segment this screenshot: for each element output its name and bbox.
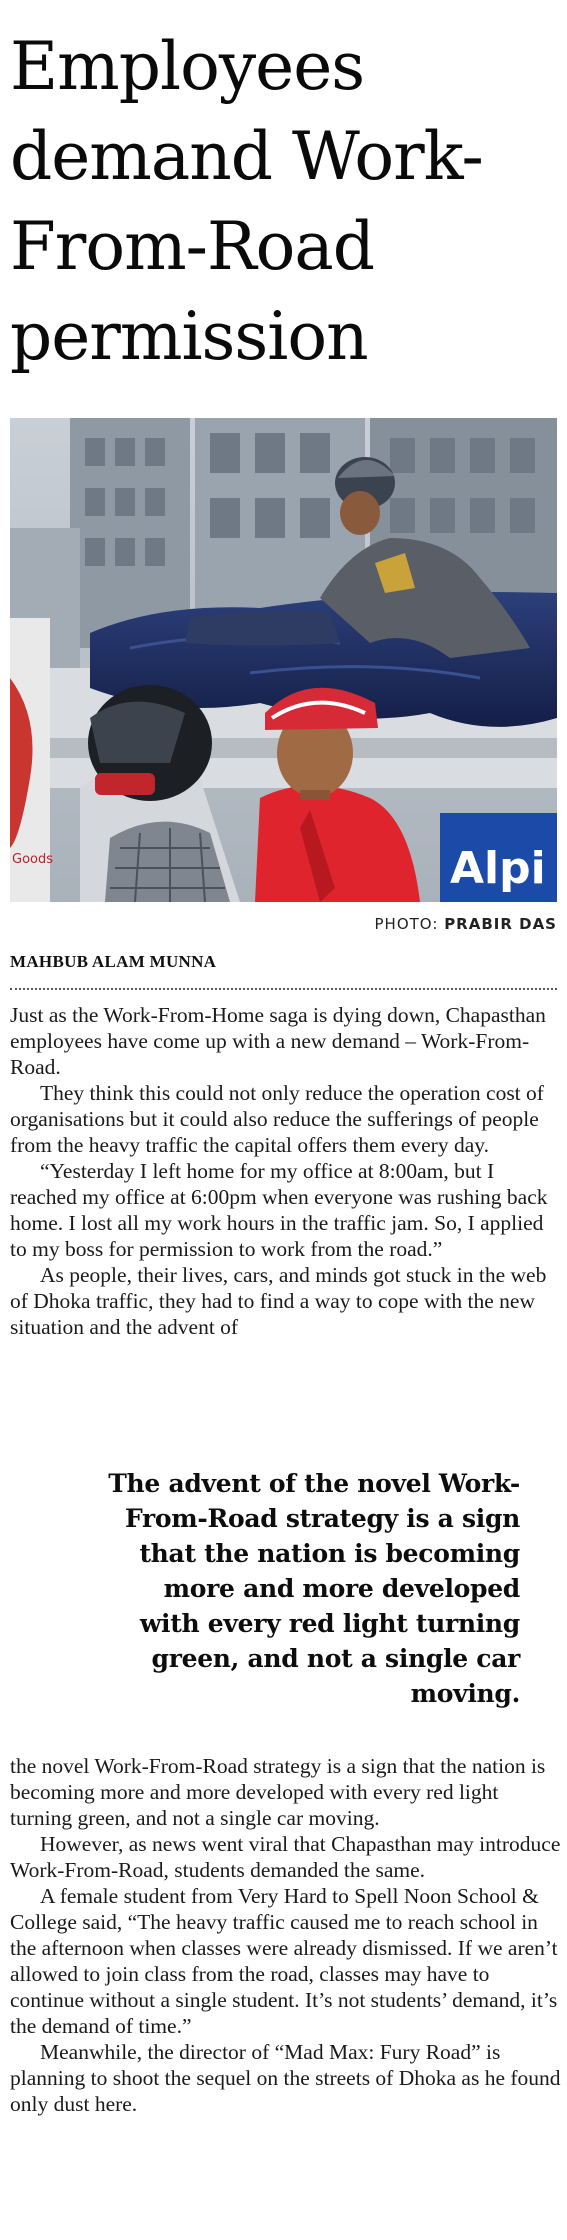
article-body-bottom <box>10 1753 562 2117</box>
paragraph: Meanwhile, the director of “Mad Max: Fury Road” is planning to shoot the sequel on the streets of Dhoka as he found only dust here. <box>10 2040 561 2116</box>
byline-divider <box>10 988 557 990</box>
pull-quote: The advent of the novel Work-From-Road strategy is a sign that the nation is becoming more and more developed with every red light turning green, and not a single car moving. <box>108 1469 520 1708</box>
photo-credit <box>375 915 557 933</box>
photo-credit-name: PRABIR DAS <box>444 915 557 933</box>
article-body-top <box>10 1002 562 1340</box>
byline: MAHBUB ALAM MUNNA <box>10 952 217 971</box>
paragraph: the novel Work-From-Road strategy is a sign that the nation is becoming more and more developed with every red light turning green, and not a single car moving. <box>10 1754 546 1830</box>
photo-credit-label: PHOTO: <box>374 915 439 933</box>
paragraph: A female student from Very Hard to Spell Noon School & College said, “The heavy traffic caused me to reach school in the afternoon when classes were already dismissed. If we aren’t allowed to join class from the road, classes may have to continue without a single student. It’s not students’ demand, it’s the demand of time.” <box>10 1884 558 2038</box>
paragraph: “Yesterday I left home for my office at 8:00am, but I reached my office at 6:00pm when everyone was rushing back home. I lost all my work hours in the traffic jam. So, I applied to my boss for permission to work from the road.” <box>10 1159 548 1261</box>
photo-sign-goods: Goods <box>12 852 54 867</box>
traffic-photo-illustration <box>10 418 557 902</box>
article-headline: Employees demand Work-From-Road permission <box>10 28 483 375</box>
photo-sign-alpi: Alpi <box>450 843 546 894</box>
paragraph: They think this could not only reduce the operation cost of organisations but it could also reduce the sufferings of people from the heavy traffic the capital offers them every day. <box>10 1081 544 1157</box>
paragraph: As people, their lives, cars, and minds got stuck in the web of Dhoka traffic, they had to find a way to cope with the new situation and the advent of <box>10 1263 547 1339</box>
article-photo <box>10 418 557 902</box>
paragraph: Just as the Work-From-Home saga is dying down, Chapasthan employees have come up with a new demand – Work-From-Road. <box>10 1003 546 1079</box>
paragraph: However, as news went viral that Chapasthan may introduce Work-From-Road, students demanded the same. <box>10 1832 561 1882</box>
